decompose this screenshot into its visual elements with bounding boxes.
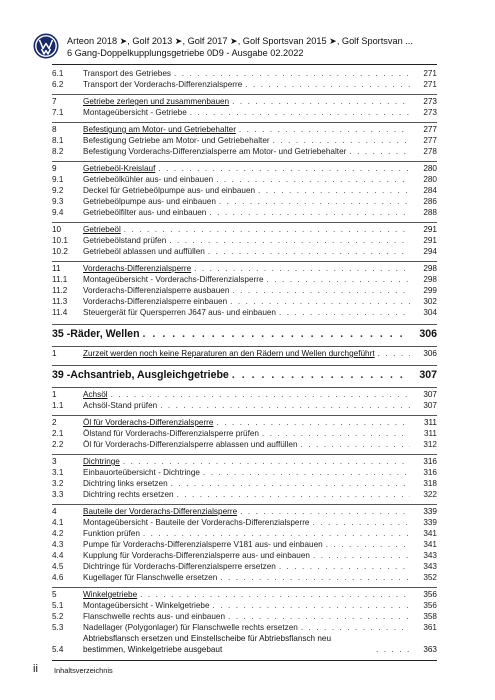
toc-leader-dots (301, 439, 410, 450)
toc-leader-dots (349, 146, 410, 157)
toc-page: 288 (423, 208, 437, 217)
toc-entry[interactable] (52, 600, 437, 611)
toc-title: Achsöl-Stand prüfen (83, 401, 158, 410)
toc-page: 356 (423, 601, 437, 610)
toc-number: 9 (52, 164, 57, 173)
toc-number: 9.1 (52, 175, 64, 184)
toc-title: Bauteile der Vorderachs-Differenzialsperre (83, 507, 238, 516)
toc-number: 9.2 (52, 186, 64, 195)
toc-page: 286 (423, 197, 437, 206)
toc-number: 11.1 (52, 275, 68, 284)
toc-page: 280 (423, 175, 437, 184)
toc-leader-dots (273, 135, 410, 146)
toc-entry[interactable] (52, 572, 437, 583)
toc-title: Getriebeölfilter aus- und einbauen (83, 208, 207, 217)
toc-title: Getriebeölkühler aus- und einbauen (83, 175, 214, 184)
toc-leader-dots (258, 185, 410, 196)
toc-section[interactable] (52, 346, 437, 359)
toc-number: 4.2 (52, 529, 64, 538)
toc-leader-dots (216, 174, 410, 185)
toc-title: Getriebeöl-Kreislauf (83, 164, 156, 173)
toc-leader-dots (190, 107, 410, 118)
toc-leader-dots (232, 368, 410, 383)
toc-title: Achsöl (83, 390, 108, 399)
toc-number: 5.2 (52, 612, 64, 621)
toc-leader-dots (279, 307, 410, 318)
toc-title: Vorderachs-Differenzialsperre (83, 264, 192, 273)
toc-entry[interactable] (52, 174, 437, 185)
toc-leader-dots (143, 528, 410, 539)
toc-page: 280 (423, 164, 437, 173)
toc-number: 11.4 (52, 308, 68, 317)
toc-entry[interactable] (52, 68, 437, 79)
toc-page: 343 (423, 551, 437, 560)
toc-entry[interactable] (52, 467, 437, 478)
toc-page: 339 (423, 518, 437, 527)
toc-number: 1 (52, 390, 57, 399)
toc-entry[interactable] (52, 207, 437, 218)
toc-leader-dots (301, 622, 410, 633)
toc-title: Transport des Getriebes (83, 69, 171, 78)
toc-number: 10.1 (52, 236, 68, 245)
toc-leader-dots (267, 274, 410, 285)
toc-title: Dichtring rechts ersetzen (83, 490, 174, 499)
toc-title: Dichtringe (83, 457, 120, 466)
toc-number: 8.2 (52, 147, 64, 156)
table-of-contents (52, 68, 437, 655)
toc-entry[interactable] (52, 79, 437, 90)
toc-title: Öl für Vorderachs-Differenzialsperre (83, 418, 214, 427)
toc-page: 302 (423, 297, 437, 306)
toc-title: Kupplung für Vorderachs-Differenzialsperre aus- und einbauen (83, 551, 310, 560)
toc-title: Deckel für Getriebeölpumpe aus- und einbauen (83, 186, 256, 195)
toc-leader-dots (140, 589, 410, 600)
toc-title: Dichtring links ersetzen (83, 479, 168, 488)
toc-entry[interactable] (52, 633, 437, 655)
toc-leader-dots (326, 539, 410, 550)
toc-entry[interactable] (52, 235, 437, 246)
toc-section[interactable] (52, 161, 437, 174)
toc-title: Montageübersicht - Vorderachs-Differenzialsperre (83, 275, 264, 284)
toc-entry[interactable] (52, 611, 437, 622)
toc-section[interactable] (52, 504, 437, 517)
toc-leader-dots (209, 207, 410, 218)
toc-number: 5 (52, 590, 57, 599)
toc-page: 298 (423, 275, 437, 284)
header-subtitle: 6 Gang-Doppelkupplungsgetriebe 0D9 - Ausgabe 02.2022 (67, 47, 304, 58)
toc-section[interactable] (52, 387, 437, 400)
footer-divider (52, 660, 437, 661)
toc-leader-dots (216, 417, 410, 428)
toc-entry[interactable] (52, 296, 437, 307)
toc-title: Vorderachs-Differenzialsperre ausbauen (83, 286, 230, 295)
toc-section[interactable] (52, 122, 437, 135)
toc-number: 2 (52, 418, 57, 427)
toc-leader-dots (171, 478, 410, 489)
toc-entry[interactable] (52, 517, 437, 528)
toc-page: 352 (423, 573, 437, 582)
toc-page: 271 (423, 80, 437, 89)
toc-page: 358 (423, 612, 437, 621)
toc-number: 7 (52, 97, 57, 106)
toc-leader-dots (220, 572, 410, 583)
toc-entry[interactable] (52, 107, 437, 118)
toc-entry[interactable] (52, 439, 437, 450)
toc-number: 8.1 (52, 136, 64, 145)
toc-number: 2.1 (52, 429, 64, 438)
toc-entry[interactable] (52, 489, 437, 500)
toc-entry[interactable] (52, 285, 437, 296)
toc-title: Befestigung am Motor- und Getriebehalter (83, 125, 236, 134)
toc-number: 8 (52, 125, 57, 134)
toc-page: 306 (423, 349, 437, 358)
toc-page: 298 (423, 264, 437, 273)
toc-title: Zurzeit werden noch keine Reparaturen an den Rädern und Wellen durchgeführt (83, 349, 375, 358)
toc-title: Vorderachs-Differenzialsperre einbauen (83, 297, 228, 306)
toc-page: 307 (423, 390, 437, 399)
toc-leader-dots (213, 600, 410, 611)
toc-leader-dots (177, 489, 410, 500)
toc-title: Winkelgetriebe (83, 590, 138, 599)
toc-page: 343 (423, 562, 437, 571)
toc-title: Getriebeöl (83, 225, 121, 234)
toc-number: 4.5 (52, 562, 64, 571)
toc-entry[interactable] (52, 274, 437, 285)
toc-leader-dots (111, 389, 410, 400)
toc-entry[interactable] (52, 135, 437, 146)
toc-leader-dots (219, 196, 410, 207)
toc-page: 278 (423, 147, 437, 156)
toc-title: Nadellager (Polygonlager) für Flanschwelle rechts ersetzen (83, 623, 298, 632)
toc-page: 341 (423, 540, 437, 549)
toc-number: 35 - (52, 328, 71, 340)
toc-leader-dots (376, 644, 410, 655)
toc-page: 311 (423, 429, 437, 438)
toc-page: 306 (419, 328, 437, 340)
toc-number: 10.2 (52, 247, 68, 256)
document-header (67, 36, 413, 59)
toc-title: Funktion prüfen (83, 529, 140, 538)
toc-number: 6.2 (52, 80, 64, 89)
toc-entry[interactable] (52, 307, 437, 318)
toc-number: 11.3 (52, 297, 68, 306)
toc-title: Montageübersicht - Getriebe (83, 108, 187, 117)
toc-page: 341 (423, 529, 437, 538)
toc-section[interactable] (52, 587, 437, 600)
toc-entry[interactable] (52, 528, 437, 539)
toc-entry[interactable] (52, 400, 437, 411)
vw-logo-icon (33, 33, 59, 59)
toc-number: 3 (52, 457, 57, 466)
toc-number: 2.2 (52, 440, 64, 449)
toc-chapter[interactable] (52, 324, 437, 342)
toc-number: 10 (52, 225, 62, 234)
toc-page: 339 (423, 507, 437, 516)
toc-page: 311 (423, 418, 437, 427)
header-divider (52, 64, 437, 65)
toc-page: 273 (423, 97, 437, 106)
toc-title: Öl für Vorderachs-Differenzialsperre ablassen und auffüllen (83, 440, 298, 449)
toc-leader-dots (279, 561, 410, 572)
toc-number: 5.4 (52, 645, 64, 654)
toc-page: 312 (423, 440, 437, 449)
toc-page: 322 (423, 490, 437, 499)
toc-leader-dots (123, 456, 410, 467)
toc-title: Steuergerät für Quersperren J647 aus- und einbauen (83, 308, 276, 317)
header-models: Arteon 2018 ➤, Golf 2013 ➤, Golf 2017 ➤, Golf Sportsvan 2015 ➤, Golf Sportsvan ... (67, 36, 413, 46)
toc-number: 39 - (52, 369, 71, 381)
toc-section[interactable] (52, 94, 437, 107)
toc-page: 361 (423, 623, 437, 632)
toc-leader-dots (124, 224, 410, 235)
toc-page: 307 (423, 401, 437, 410)
toc-number: 3.2 (52, 479, 64, 488)
toc-page: 271 (423, 69, 437, 78)
toc-title: Räder, Wellen (70, 328, 140, 340)
toc-leader-dots (239, 124, 410, 135)
toc-entry[interactable] (52, 622, 437, 633)
toc-leader-dots (228, 611, 410, 622)
toc-title: Befestigung Getriebe am Motor- und Getriebehalter (83, 136, 270, 145)
toc-number: 6.1 (52, 69, 64, 78)
toc-leader-dots (160, 400, 410, 411)
footer-label: Inhaltsverzeichnis (54, 666, 113, 675)
toc-leader-dots (169, 235, 410, 246)
toc-leader-dots (313, 517, 411, 528)
toc-entry[interactable] (52, 539, 437, 550)
toc-leader-dots (208, 246, 410, 257)
toc-page: 318 (423, 479, 437, 488)
toc-entry[interactable] (52, 428, 437, 439)
toc-number: 4.6 (52, 573, 64, 582)
toc-title: Montageübersicht - Bauteile der Vorderachs-Differenzialsperre (83, 518, 310, 527)
toc-title: Befestigung Vorderachs-Differenzialsperre am Motor- und Getriebehalter (83, 147, 347, 156)
toc-page: 284 (423, 186, 437, 195)
toc-page: 356 (423, 590, 437, 599)
toc-title: Montageübersicht - Winkelgetriebe (83, 601, 210, 610)
toc-number: 11.2 (52, 286, 68, 295)
toc-entry[interactable] (52, 561, 437, 572)
toc-leader-dots (230, 296, 410, 307)
toc-leader-dots (143, 327, 410, 342)
toc-number: 4.1 (52, 518, 64, 527)
toc-number: 5.1 (52, 601, 64, 610)
toc-page: 277 (423, 125, 437, 134)
toc-title: Getriebeölpumpe aus- und einbauen (83, 197, 216, 206)
toc-entry[interactable] (52, 246, 437, 257)
toc-number: 1 (52, 349, 57, 358)
toc-number: 9.3 (52, 197, 64, 206)
toc-title: Dichtringe für Vorderachs-Differenzialsperre ersetzen (83, 562, 276, 571)
toc-number: 4.4 (52, 551, 64, 560)
toc-title: Achsantrieb, Ausgleichgetriebe (70, 369, 229, 381)
toc-number: 4 (52, 507, 57, 516)
toc-leader-dots (232, 285, 410, 296)
toc-leader-dots (203, 467, 410, 478)
toc-title: Pumpe für Vorderachs-Differenzialsperre V181 aus- und einbauen (83, 540, 323, 549)
toc-page: 316 (423, 468, 437, 477)
toc-title: Getriebe zerlegen und zusammenbauen (83, 97, 230, 106)
toc-leader-dots (378, 348, 410, 359)
toc-leader-dots (240, 506, 410, 517)
toc-leader-dots (245, 79, 410, 90)
toc-title: Abtriebsflansch ersetzen und Einstellscheibe für Abtriebsflansch neu bestimmen, Winkelgetriebe ausgebaut (83, 634, 332, 654)
toc-title: Ölstand für Vorderachs-Differenzialsperre prüfen (83, 429, 259, 438)
toc-number: 3.1 (52, 468, 64, 477)
toc-number: 3.3 (52, 490, 64, 499)
toc-page: 294 (423, 247, 437, 256)
toc-entry[interactable] (52, 550, 437, 561)
toc-number: 4.3 (52, 540, 64, 549)
toc-chapter[interactable] (52, 365, 437, 383)
toc-title: Flanschwelle rechts aus- und einbauen (83, 612, 226, 621)
toc-leader-dots (174, 68, 410, 79)
toc-leader-dots (194, 263, 410, 274)
toc-number: 11 (52, 264, 61, 273)
toc-entry[interactable] (52, 146, 437, 157)
toc-leader-dots (313, 550, 410, 561)
toc-title: Getriebeölstand prüfen (83, 236, 167, 245)
toc-number: 7.1 (52, 108, 64, 117)
toc-entry[interactable] (52, 478, 437, 489)
toc-entry[interactable] (52, 196, 437, 207)
toc-page: 304 (423, 308, 437, 317)
toc-leader-dots (232, 96, 410, 107)
toc-section[interactable] (52, 454, 437, 467)
toc-number: 5.3 (52, 623, 64, 632)
toc-section[interactable] (52, 261, 437, 274)
toc-page: 291 (423, 236, 437, 245)
toc-section[interactable] (52, 415, 437, 428)
toc-page: 299 (423, 286, 437, 295)
toc-page: 363 (423, 645, 437, 654)
toc-page: 316 (423, 457, 437, 466)
toc-title: Einbauorteübersicht - Dichtringe (83, 468, 200, 477)
toc-page: 291 (423, 225, 437, 234)
toc-title: Kugellager für Flanschwelle ersetzen (83, 573, 218, 582)
toc-page: 273 (423, 108, 437, 117)
toc-number: 9.4 (52, 208, 64, 217)
toc-leader-dots (262, 428, 410, 439)
toc-page: 277 (423, 136, 437, 145)
toc-number: 1.1 (52, 401, 64, 410)
toc-title: Transport der Vorderachs-Differenzialsperre (83, 80, 243, 89)
toc-leader-dots (158, 163, 410, 174)
footer-page-number: ii (33, 663, 38, 675)
toc-entry[interactable] (52, 185, 437, 196)
toc-page: 307 (419, 369, 437, 381)
toc-section[interactable] (52, 222, 437, 235)
toc-title: Getriebeöl ablassen und auffüllen (83, 247, 205, 256)
